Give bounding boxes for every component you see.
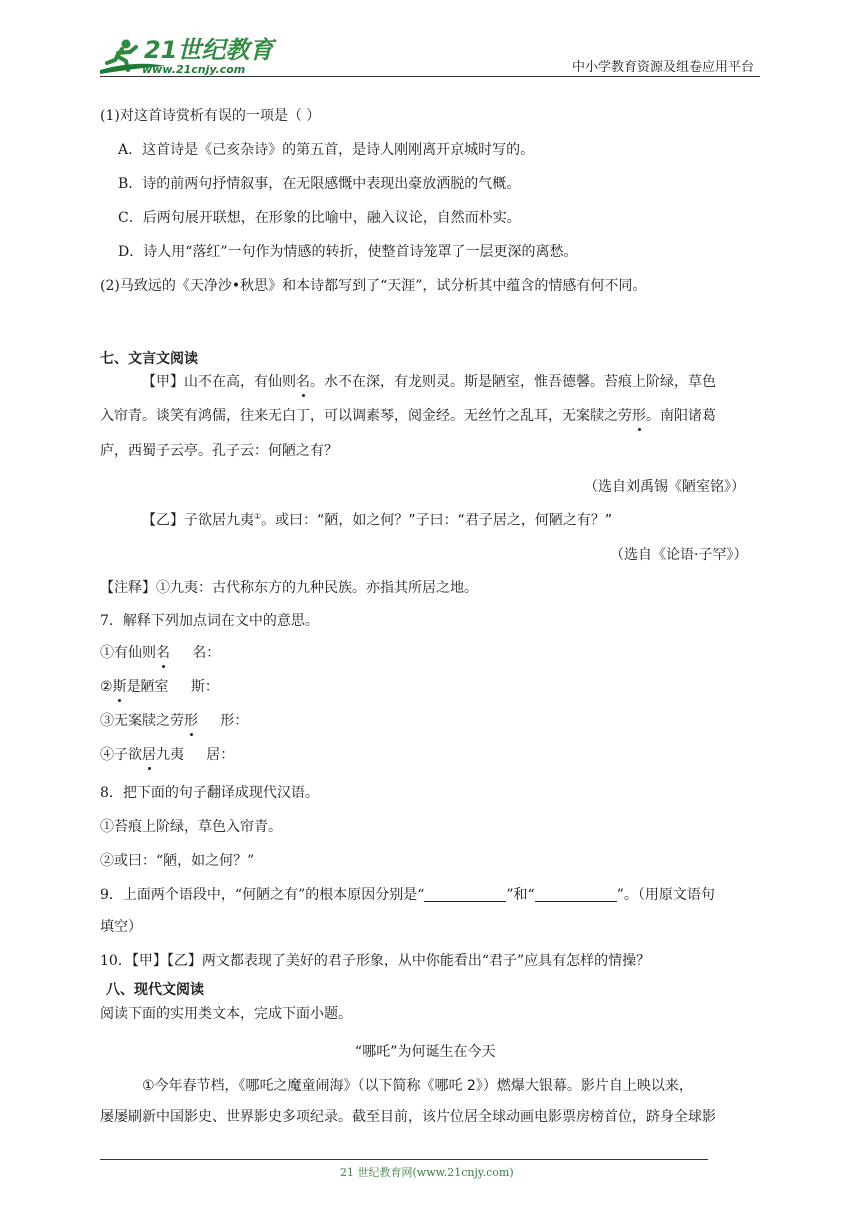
item-text: ③无案牍之劳: [100, 713, 184, 729]
item-text: ②: [100, 679, 113, 695]
q1-option-c: C．后两句展开联想，在形象的比喻中，融入议论，自然而朴实。: [118, 210, 521, 226]
source-jia: （选自刘禹锡《陋室铭》）: [584, 479, 745, 495]
passage-yi: [142, 507, 612, 531]
q9-line2: 填空）: [100, 919, 142, 935]
answer-blank-2[interactable]: [535, 887, 617, 902]
passage-jia-line1: [142, 372, 716, 392]
logo-text: 21世纪教育: [144, 36, 274, 64]
q7-item-3: [100, 711, 248, 731]
section8-intro: 阅读下面的实用类文本，完成下面小题。: [100, 1006, 352, 1022]
q8-sentence-1: ①苔痕上阶绿，草色入帘青。: [100, 819, 282, 835]
passage-text: 。水不在深，有龙则灵。斯是陋室，惟吾德馨。苔痕上阶绿，草色: [310, 374, 716, 390]
item-text: 形：: [198, 713, 249, 729]
item-text: 名：: [170, 645, 221, 661]
item-text: 是陋室 斯：: [126, 679, 219, 695]
section7-title: 七、文言文阅读: [100, 351, 198, 367]
footer-text: 21 世纪教育网(www.21cnjy.com): [340, 1166, 514, 1179]
dotted-word: 名: [296, 374, 310, 390]
header-divider: [100, 76, 760, 77]
item-text: ①有仙则: [100, 645, 156, 661]
article-paragraph-line2: 屡屡刷新中国影史、世界影史多项纪录。截至目前，该片位居全球动画电影票房榜首位，跻身全球影: [100, 1109, 716, 1125]
annotation-note: 【注释】①九夷：古代称东方的九种民族。亦指其所居之地。: [100, 580, 478, 596]
section8-title: 八、现代文阅读: [106, 982, 204, 998]
passage-text: 。南阳诸葛: [646, 408, 716, 424]
q1-option-b: B．诗的前两句抒情叙事，在无限感慨中表现出豪放洒脱的气概。: [118, 176, 521, 192]
q8-stem: 8．把下面的句子翻译成现代汉语。: [100, 785, 319, 801]
passage-text: 【甲】山不在高，有仙则: [142, 374, 296, 390]
q7-item-1: [100, 643, 220, 663]
q8-sentence-2: ②或曰：“陋，如之何？”: [100, 853, 255, 869]
passage-text: 【乙】子欲居九夷: [142, 512, 254, 529]
dotted-word: 名: [156, 645, 170, 661]
dotted-word: 居: [142, 747, 156, 763]
header-right-text: 中小学教育资源及组卷应用平台: [572, 60, 755, 75]
q7-item-2: [100, 677, 219, 697]
q10-stem: 10．【甲】【乙】两文都表现了美好的君子形象，从中你能看出“君子”应具有怎样的情操？: [100, 953, 651, 969]
dotted-word: 斯: [112, 679, 127, 695]
q9-text: ”和“: [506, 887, 535, 903]
article-title: “哪吒”为何诞生在今天: [355, 1044, 496, 1060]
passage-text: 入帘青。谈笑有鸿儒，往来无白丁，可以调素琴，阅金经。无丝竹之乱耳，无案牍之劳: [100, 408, 632, 424]
answer-blank-1[interactable]: [424, 887, 506, 902]
footer-divider: [100, 1159, 708, 1160]
passage-jia-line3: 庐，西蜀子云亭。孔子云：何陋之有？: [100, 443, 338, 459]
passage-jia-line2: [100, 406, 716, 426]
passage-text: 。或曰：“陋，如之何？”子曰：“君子居之，何陋之有？”: [261, 512, 613, 529]
q1-option-d: D．诗人用“落红”一句作为情感的转折，使整首诗笼罩了一层更深的离愁。: [118, 244, 578, 260]
q1-stem: (1)对这首诗赏析有误的一项是（ ）: [100, 108, 321, 124]
item-text: 九夷 居：: [156, 747, 235, 763]
q1-option-a: A．这首诗是《己亥杂诗》的第五首，是诗人刚刚离开京城时写的。: [118, 142, 535, 158]
dotted-word: 形: [184, 713, 198, 729]
q7-stem: 7．解释下列加点词在文中的意思。: [100, 613, 319, 629]
q9-text: ”。（用原文语句: [616, 887, 715, 903]
footnote-marker: ①: [254, 512, 262, 521]
item-text: ④子欲: [100, 747, 142, 763]
q2-stem: (2)马致远的《天净沙•秋思》和本诗都写到了“天涯”，试分析其中蕴含的情感有何不同。: [100, 278, 647, 294]
logo-url: www.21cnjy.com: [142, 63, 246, 76]
q7-item-4: [100, 745, 234, 765]
article-paragraph-line1: ①今年春节档，《哪吒之魔童闹海》（以下简称《哪吒 2》）燃爆大银幕。影片自上映以来，: [142, 1078, 693, 1094]
dotted-word: 形: [632, 408, 646, 424]
q9-text: 9．上面两个语段中，“何陋之有”的根本原因分别是“: [100, 887, 425, 903]
logo: [96, 36, 274, 78]
q9-stem: [100, 885, 715, 905]
source-yi: （选自《论语·子罕》）: [610, 547, 748, 563]
